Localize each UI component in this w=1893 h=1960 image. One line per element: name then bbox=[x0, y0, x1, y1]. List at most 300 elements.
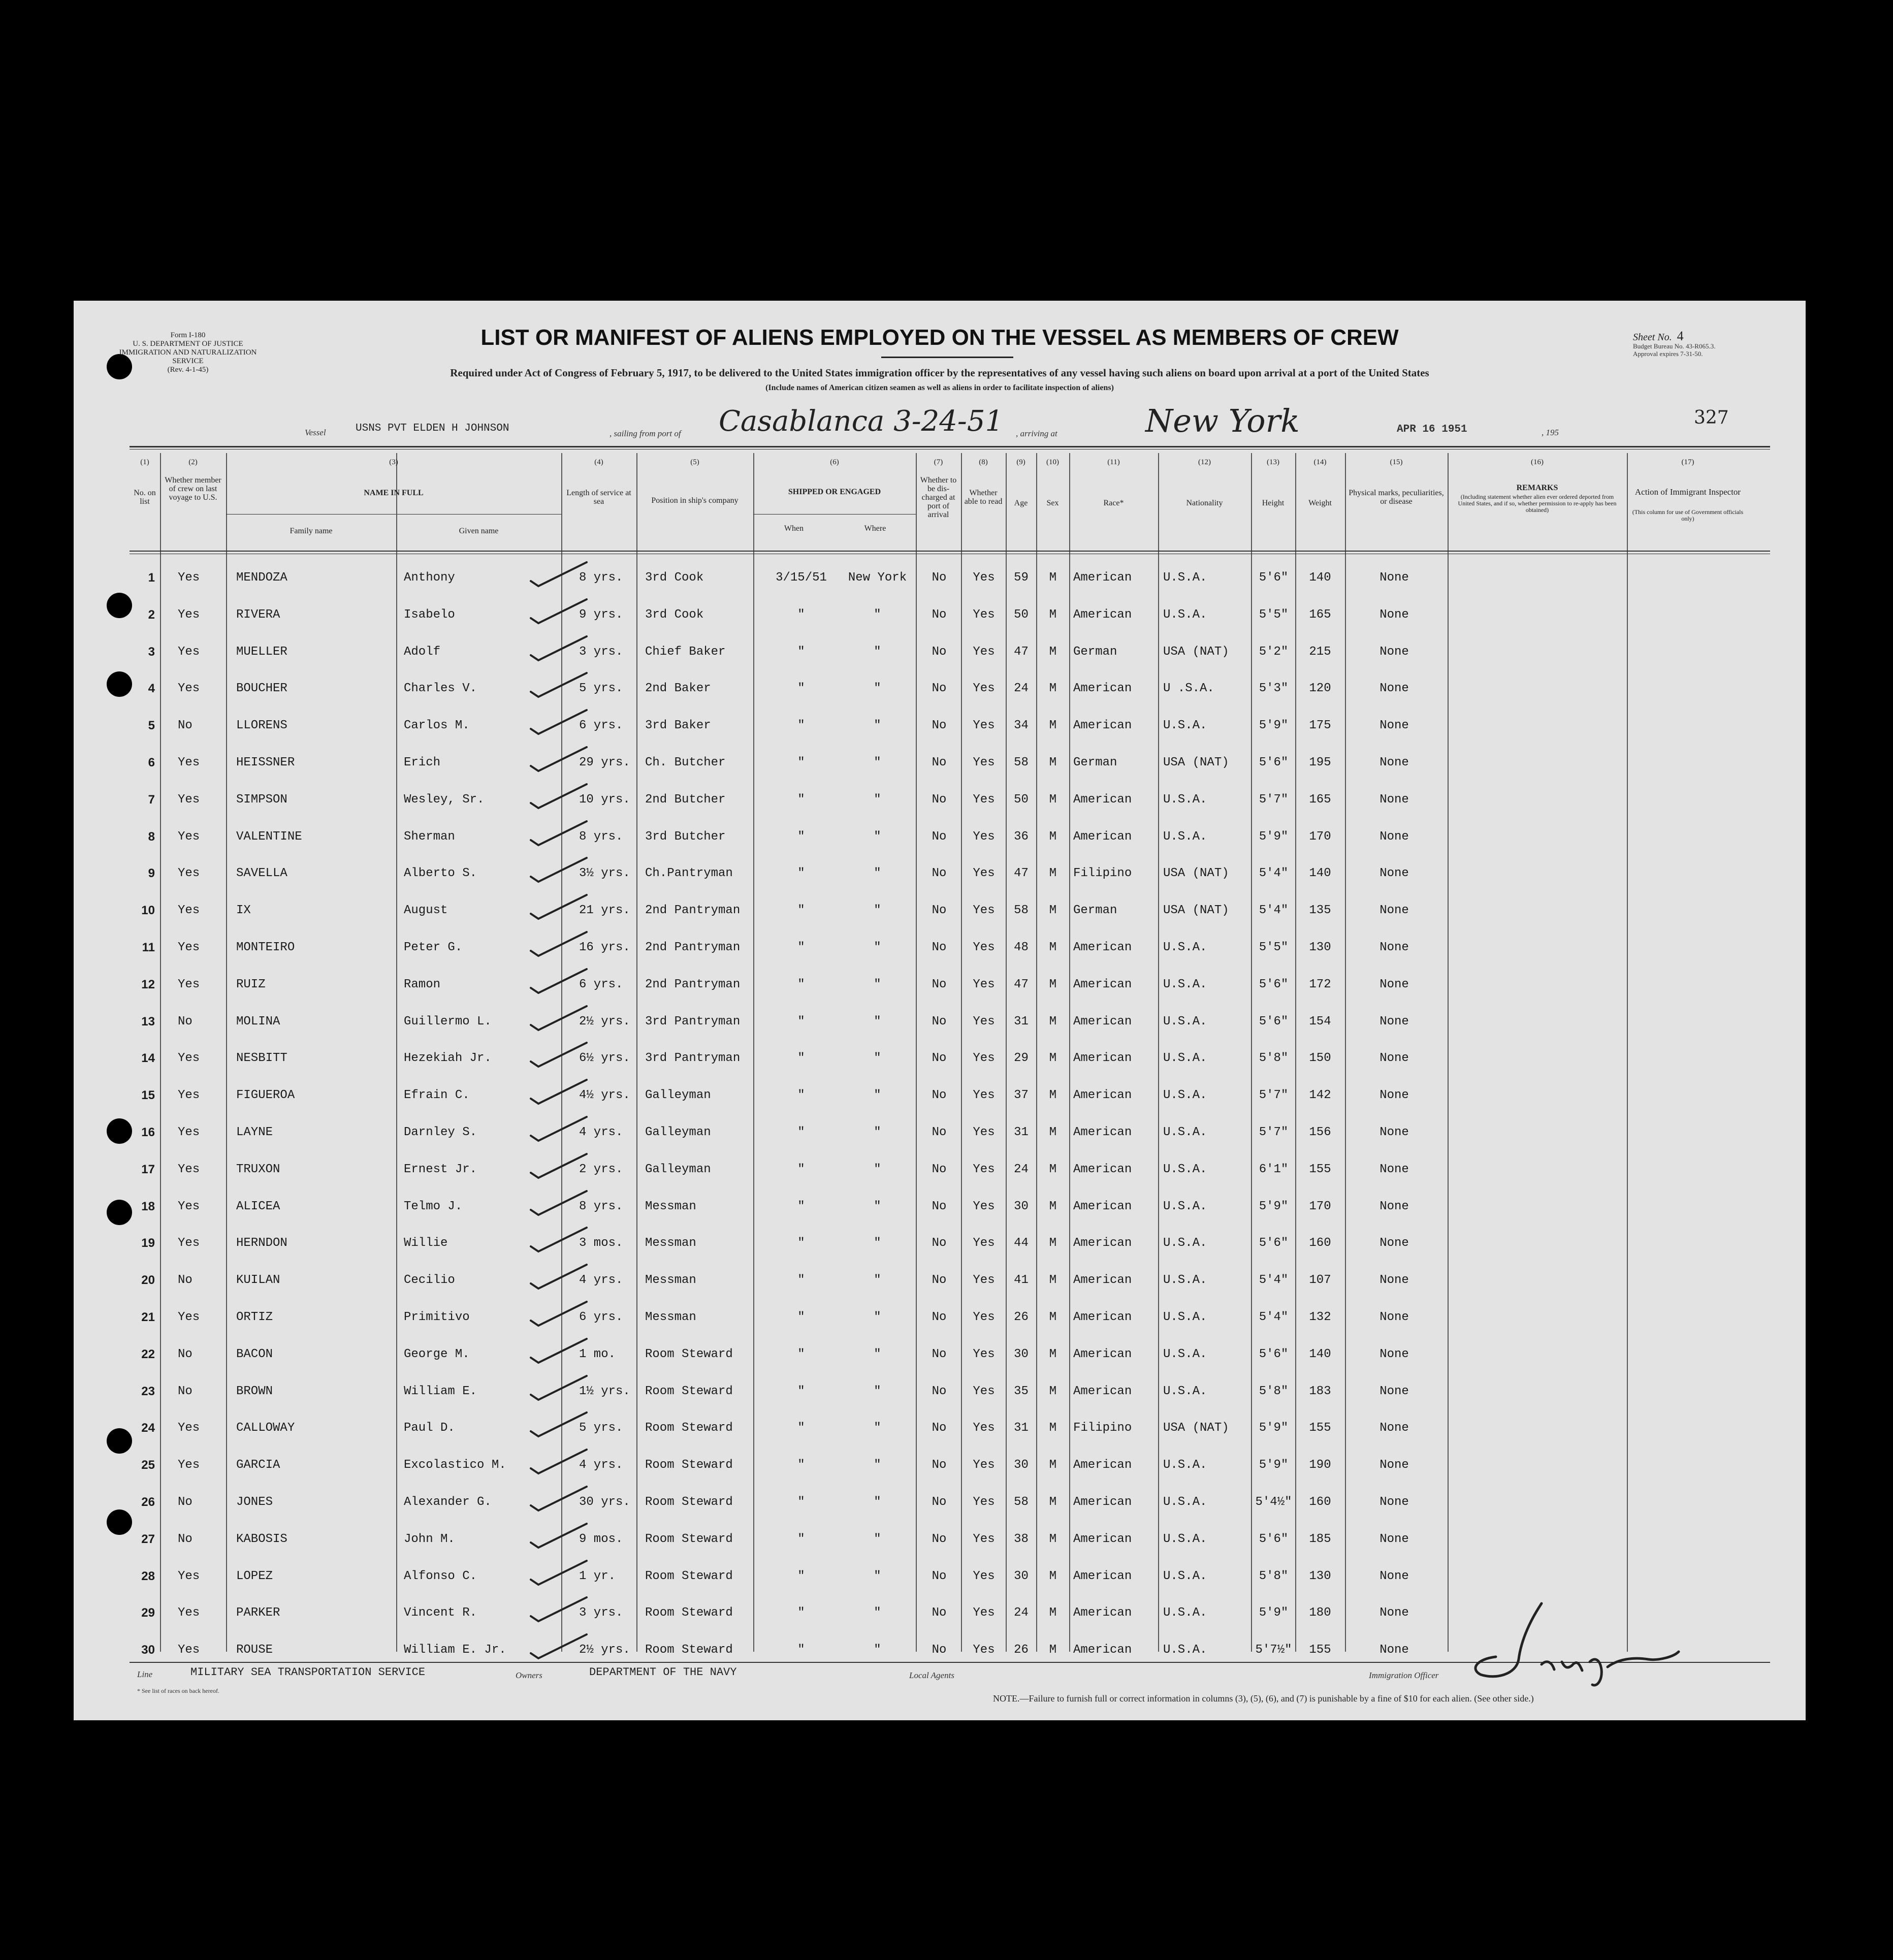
cell-race: Filipino bbox=[1073, 866, 1132, 880]
cell-sex: M bbox=[1049, 1200, 1057, 1213]
check-mark-icon bbox=[521, 854, 597, 884]
cell-weight: 156 bbox=[1309, 1126, 1331, 1139]
col-number-11: (11) bbox=[1107, 458, 1120, 466]
col-number-14: (14) bbox=[1313, 458, 1327, 466]
col-header-remarks-note: (Including statement whether alien ever ordered deported from United States, and if so, whether permission to re-apply has been obtained) bbox=[1458, 493, 1617, 513]
cell-able-to-read: Yes bbox=[973, 1088, 995, 1102]
cell-able-to-read: Yes bbox=[973, 645, 995, 659]
cell-service-length: 3 mos. bbox=[579, 1236, 623, 1250]
cell-height: 5'2" bbox=[1259, 645, 1289, 659]
check-mark-icon bbox=[521, 558, 597, 589]
cell-service-length: 29 yrs. bbox=[579, 756, 630, 769]
cell-weight: 215 bbox=[1309, 645, 1331, 659]
required-statement: Required under Act of Congress of February 5, 1917, to be delivered to the United States immigration officer by the representatives of any vessel having such aliens on board upon arrival at a port of the United States bbox=[450, 367, 1429, 379]
cell-able-to-read: Yes bbox=[973, 978, 995, 991]
cell-sex: M bbox=[1049, 1088, 1057, 1102]
cell-family-name: LAYNE bbox=[236, 1126, 273, 1139]
cell-weight: 175 bbox=[1309, 719, 1331, 732]
cell-service-length: 4 yrs. bbox=[579, 1458, 623, 1472]
cell-shipped-when: " bbox=[797, 1385, 805, 1398]
cell-age: 26 bbox=[1014, 1643, 1029, 1657]
cell-family-name: LLORENS bbox=[236, 719, 287, 732]
check-mark-icon bbox=[521, 1076, 597, 1106]
col-header-physical-marks: Physical marks, peculiarities, or disease bbox=[1349, 489, 1444, 506]
owners-label: Owners bbox=[516, 1670, 542, 1680]
cell-prev-voyage: Yes bbox=[178, 1088, 200, 1102]
cell-service-length: 8 yrs. bbox=[579, 830, 623, 844]
cell-position: Chief Baker bbox=[645, 645, 726, 659]
cell-able-to-read: Yes bbox=[973, 1273, 995, 1287]
row-number: 14 bbox=[141, 1051, 155, 1065]
page-number: 327 bbox=[1694, 407, 1729, 428]
check-mark-icon bbox=[521, 669, 597, 699]
cell-able-to-read: Yes bbox=[973, 1015, 995, 1029]
cell-prev-voyage: Yes bbox=[178, 1458, 200, 1472]
cell-sex: M bbox=[1049, 645, 1057, 659]
cell-shipped-where: " bbox=[874, 682, 881, 695]
cell-shipped-where: " bbox=[874, 1200, 881, 1213]
cell-nationality: U.S.A. bbox=[1163, 1273, 1207, 1287]
cell-physical-marks: None bbox=[1379, 830, 1409, 844]
cell-position: Room Steward bbox=[645, 1347, 733, 1361]
cell-age: 44 bbox=[1014, 1236, 1029, 1250]
cell-shipped-when: " bbox=[797, 866, 805, 880]
cell-shipped-where: " bbox=[874, 1163, 881, 1176]
col-number-7: (7) bbox=[934, 458, 943, 466]
cell-race: American bbox=[1073, 1532, 1132, 1546]
cell-family-name: VALENTINE bbox=[236, 830, 302, 844]
cell-nationality: U.S.A. bbox=[1163, 1347, 1207, 1361]
cell-service-length: 5 yrs. bbox=[579, 682, 623, 695]
cell-shipped-when: " bbox=[797, 904, 805, 917]
cell-family-name: SAVELLA bbox=[236, 866, 287, 880]
col-divider bbox=[916, 453, 917, 1652]
cell-physical-marks: None bbox=[1379, 682, 1409, 695]
cell-nationality: U.S.A. bbox=[1163, 1458, 1207, 1472]
cell-nationality: U.S.A. bbox=[1163, 1643, 1207, 1657]
cell-family-name: NESBITT bbox=[236, 1051, 287, 1065]
cell-family-name: HERNDON bbox=[236, 1236, 287, 1250]
cell-family-name: CALLOWAY bbox=[236, 1421, 295, 1435]
cell-given-name: Telmo J. bbox=[404, 1200, 463, 1213]
cell-age: 36 bbox=[1014, 830, 1029, 844]
cell-discharged: No bbox=[932, 1051, 947, 1065]
cell-age: 37 bbox=[1014, 1088, 1029, 1102]
cell-position: Messman bbox=[645, 1236, 696, 1250]
cell-height: 5'6" bbox=[1259, 1347, 1289, 1361]
cell-given-name: Ramon bbox=[404, 978, 441, 991]
cell-height: 5'5" bbox=[1259, 608, 1289, 622]
cell-given-name: George M. bbox=[404, 1347, 470, 1361]
cell-physical-marks: None bbox=[1379, 1236, 1409, 1250]
cell-prev-voyage: Yes bbox=[178, 830, 200, 844]
cell-sex: M bbox=[1049, 1421, 1057, 1435]
cell-race: German bbox=[1073, 645, 1117, 659]
col-divider bbox=[1345, 453, 1346, 1652]
cell-weight: 135 bbox=[1309, 904, 1331, 917]
cell-prev-voyage: Yes bbox=[178, 608, 200, 622]
cell-shipped-where: " bbox=[874, 1606, 881, 1620]
cell-weight: 140 bbox=[1309, 866, 1331, 880]
check-mark-icon bbox=[521, 1593, 597, 1624]
agents-label: Local Agents bbox=[909, 1670, 954, 1680]
cell-family-name: BOUCHER bbox=[236, 682, 287, 695]
cell-age: 58 bbox=[1014, 904, 1029, 917]
cell-service-length: 10 yrs. bbox=[579, 793, 630, 807]
cell-prev-voyage: Yes bbox=[178, 1200, 200, 1213]
cell-shipped-where: " bbox=[874, 645, 881, 659]
cell-given-name: Efrain C. bbox=[404, 1088, 470, 1102]
cell-able-to-read: Yes bbox=[973, 1495, 995, 1509]
cell-shipped-where: " bbox=[874, 793, 881, 807]
cell-physical-marks: None bbox=[1379, 978, 1409, 991]
row-number: 23 bbox=[141, 1385, 155, 1398]
col-header-shipped: SHIPPED OR ENGAGED bbox=[788, 488, 881, 496]
cell-shipped-where: " bbox=[874, 1643, 881, 1657]
cell-race: American bbox=[1073, 1126, 1132, 1139]
cell-able-to-read: Yes bbox=[973, 1051, 995, 1065]
cell-height: 5'4" bbox=[1259, 1310, 1289, 1324]
check-mark-icon bbox=[521, 891, 597, 921]
header-bottom-rule bbox=[130, 551, 1770, 552]
row-number: 28 bbox=[141, 1569, 155, 1583]
row-number: 16 bbox=[141, 1126, 155, 1139]
cell-family-name: MONTEIRO bbox=[236, 941, 295, 954]
cell-given-name: Hezekiah Jr. bbox=[404, 1051, 492, 1065]
cell-nationality: U.S.A. bbox=[1163, 1236, 1207, 1250]
cell-sex: M bbox=[1049, 756, 1057, 769]
row-number: 25 bbox=[141, 1458, 155, 1472]
cell-age: 26 bbox=[1014, 1310, 1029, 1324]
manifest-sheet bbox=[74, 301, 1806, 1720]
sheet-number: Sheet No. 4 bbox=[1633, 329, 1684, 343]
cell-physical-marks: None bbox=[1379, 1200, 1409, 1213]
cell-physical-marks: None bbox=[1379, 1088, 1409, 1102]
cell-nationality: U.S.A. bbox=[1163, 978, 1207, 991]
cell-race: American bbox=[1073, 793, 1132, 807]
cell-physical-marks: None bbox=[1379, 645, 1409, 659]
cell-height: 5'6" bbox=[1259, 1532, 1289, 1546]
cell-physical-marks: None bbox=[1379, 1310, 1409, 1324]
cell-able-to-read: Yes bbox=[973, 1643, 995, 1657]
col-header-race: Race* bbox=[1103, 499, 1124, 507]
cell-shipped-where: " bbox=[874, 1088, 881, 1102]
cell-service-length: 2½ yrs. bbox=[579, 1015, 630, 1029]
cell-shipped-when: " bbox=[797, 830, 805, 844]
cell-family-name: HEISSNER bbox=[236, 756, 295, 769]
cell-sex: M bbox=[1049, 1015, 1057, 1029]
cell-physical-marks: None bbox=[1379, 1606, 1409, 1620]
cell-height: 5'9" bbox=[1259, 1458, 1289, 1472]
col-number-8: (8) bbox=[979, 458, 988, 466]
check-mark-icon bbox=[521, 1335, 597, 1365]
cell-race: American bbox=[1073, 1495, 1132, 1509]
cell-nationality: U.S.A. bbox=[1163, 1569, 1207, 1583]
cell-height: 5'4" bbox=[1259, 1273, 1289, 1287]
cell-position: 2nd Pantryman bbox=[645, 904, 741, 917]
cell-able-to-read: Yes bbox=[973, 904, 995, 917]
cell-discharged: No bbox=[932, 645, 947, 659]
cell-shipped-when: " bbox=[797, 1606, 805, 1620]
cell-discharged: No bbox=[932, 941, 947, 954]
cell-age: 59 bbox=[1014, 571, 1029, 585]
cell-able-to-read: Yes bbox=[973, 793, 995, 807]
cell-nationality: U.S.A. bbox=[1163, 1163, 1207, 1176]
cell-shipped-where: " bbox=[874, 1236, 881, 1250]
cell-shipped-where: " bbox=[874, 1310, 881, 1324]
cell-weight: 132 bbox=[1309, 1310, 1331, 1324]
cell-prev-voyage: Yes bbox=[178, 645, 200, 659]
cell-age: 31 bbox=[1014, 1015, 1029, 1029]
cell-service-length: 4 yrs. bbox=[579, 1126, 623, 1139]
cell-age: 31 bbox=[1014, 1421, 1029, 1435]
cell-physical-marks: None bbox=[1379, 1163, 1409, 1176]
cell-age: 48 bbox=[1014, 941, 1029, 954]
vessel-name: USNS PVT ELDEN H JOHNSON bbox=[356, 423, 509, 434]
cell-height: 5'7" bbox=[1259, 1088, 1289, 1102]
cell-sex: M bbox=[1049, 1458, 1057, 1472]
cell-discharged: No bbox=[932, 793, 947, 807]
cell-family-name: MOLINA bbox=[236, 1015, 280, 1029]
cell-given-name: Charles V. bbox=[404, 682, 477, 695]
cell-given-name: Alfonso C. bbox=[404, 1569, 477, 1583]
cell-race: American bbox=[1073, 1643, 1132, 1657]
cell-shipped-where: " bbox=[874, 1051, 881, 1065]
cell-race: American bbox=[1073, 1569, 1132, 1583]
check-mark-icon bbox=[521, 1557, 597, 1587]
cell-service-length: 6½ yrs. bbox=[579, 1051, 630, 1065]
col-divider bbox=[160, 453, 161, 1652]
cell-age: 31 bbox=[1014, 1126, 1029, 1139]
cell-physical-marks: None bbox=[1379, 1421, 1409, 1435]
cell-position: Messman bbox=[645, 1273, 696, 1287]
cell-able-to-read: Yes bbox=[973, 1310, 995, 1324]
col-header-inspector: Action of Immigrant Inspector bbox=[1634, 487, 1741, 497]
row-number: 4 bbox=[148, 682, 155, 695]
row-number: 2 bbox=[148, 608, 155, 622]
cell-physical-marks: None bbox=[1379, 1015, 1409, 1029]
cell-shipped-when: " bbox=[797, 1569, 805, 1583]
cell-weight: 172 bbox=[1309, 978, 1331, 991]
cell-age: 47 bbox=[1014, 866, 1029, 880]
check-mark-icon bbox=[521, 1372, 597, 1402]
cell-shipped-when: " bbox=[797, 941, 805, 954]
cell-shipped-when: " bbox=[797, 645, 805, 659]
cell-sex: M bbox=[1049, 1273, 1057, 1287]
cell-race: American bbox=[1073, 1015, 1132, 1029]
cell-service-length: 3 yrs. bbox=[579, 1606, 623, 1620]
cell-able-to-read: Yes bbox=[973, 1163, 995, 1176]
cell-shipped-where: " bbox=[874, 756, 881, 769]
cell-nationality: U.S.A. bbox=[1163, 830, 1207, 844]
col-divider bbox=[753, 453, 754, 1652]
col-number-17: (17) bbox=[1681, 458, 1694, 466]
cell-race: Filipino bbox=[1073, 1421, 1132, 1435]
cell-age: 47 bbox=[1014, 978, 1029, 991]
cell-position: 2nd Butcher bbox=[645, 793, 726, 807]
sailing-label: , sailing from port of bbox=[609, 429, 681, 438]
cell-weight: 140 bbox=[1309, 571, 1331, 585]
cell-discharged: No bbox=[932, 866, 947, 880]
cell-given-name: Willie bbox=[404, 1236, 448, 1250]
cell-shipped-when: 3/15/51 bbox=[776, 571, 827, 585]
cell-age: 58 bbox=[1014, 1495, 1029, 1509]
cell-able-to-read: Yes bbox=[973, 1347, 995, 1361]
cell-position: Room Steward bbox=[645, 1643, 733, 1657]
cell-age: 24 bbox=[1014, 682, 1029, 695]
cell-shipped-where: " bbox=[874, 978, 881, 991]
col-number-16: (16) bbox=[1531, 458, 1544, 466]
cell-able-to-read: Yes bbox=[973, 682, 995, 695]
cell-given-name: Paul D. bbox=[404, 1421, 455, 1435]
cell-sex: M bbox=[1049, 1310, 1057, 1324]
row-number: 15 bbox=[141, 1088, 155, 1102]
cell-height: 5'9" bbox=[1259, 1200, 1289, 1213]
cell-height: 5'4" bbox=[1259, 866, 1289, 880]
cell-discharged: No bbox=[932, 1569, 947, 1583]
check-mark-icon bbox=[521, 1520, 597, 1550]
cell-shipped-when: " bbox=[797, 1347, 805, 1361]
cell-able-to-read: Yes bbox=[973, 719, 995, 732]
cell-nationality: U.S.A. bbox=[1163, 793, 1207, 807]
cell-height: 5'3" bbox=[1259, 682, 1289, 695]
check-mark-icon bbox=[521, 1039, 597, 1069]
cell-position: Ch.Pantryman bbox=[645, 866, 733, 880]
col-header-age: Age bbox=[1014, 499, 1028, 507]
cell-nationality: USA (NAT) bbox=[1163, 756, 1229, 769]
cell-weight: 155 bbox=[1309, 1421, 1331, 1435]
col-number-10: (10) bbox=[1046, 458, 1059, 466]
cell-prev-voyage: No bbox=[178, 1015, 192, 1029]
cell-shipped-when: " bbox=[797, 756, 805, 769]
cell-position: 2nd Pantryman bbox=[645, 978, 741, 991]
cell-nationality: U.S.A. bbox=[1163, 1310, 1207, 1324]
cell-shipped-where: " bbox=[874, 1126, 881, 1139]
cell-nationality: U.S.A. bbox=[1163, 1385, 1207, 1398]
cell-shipped-when: " bbox=[797, 793, 805, 807]
cell-age: 30 bbox=[1014, 1458, 1029, 1472]
cell-shipped-where: " bbox=[874, 1458, 881, 1472]
cell-shipped-where: " bbox=[874, 1273, 881, 1287]
cell-discharged: No bbox=[932, 1347, 947, 1361]
row-number: 8 bbox=[148, 830, 155, 844]
cell-weight: 150 bbox=[1309, 1051, 1331, 1065]
cell-physical-marks: None bbox=[1379, 1495, 1409, 1509]
cell-shipped-where: " bbox=[874, 1015, 881, 1029]
cell-shipped-when: " bbox=[797, 608, 805, 622]
cell-weight: 155 bbox=[1309, 1163, 1331, 1176]
cell-nationality: USA (NAT) bbox=[1163, 904, 1229, 917]
cell-shipped-when: " bbox=[797, 1015, 805, 1029]
cell-family-name: KABOSIS bbox=[236, 1532, 287, 1546]
cell-family-name: RUIZ bbox=[236, 978, 266, 991]
cell-physical-marks: None bbox=[1379, 904, 1409, 917]
cell-age: 29 bbox=[1014, 1051, 1029, 1065]
cell-sex: M bbox=[1049, 1495, 1057, 1509]
col-header-no: No. on list bbox=[134, 489, 156, 506]
col-divider bbox=[396, 453, 397, 1652]
cell-physical-marks: None bbox=[1379, 719, 1409, 732]
cell-nationality: U.S.A. bbox=[1163, 1495, 1207, 1509]
check-mark-icon bbox=[521, 1261, 597, 1291]
cell-discharged: No bbox=[932, 756, 947, 769]
col-header-height: Height bbox=[1262, 499, 1285, 507]
cell-able-to-read: Yes bbox=[973, 1385, 995, 1398]
cell-nationality: U.S.A. bbox=[1163, 1126, 1207, 1139]
cell-position: Room Steward bbox=[645, 1458, 733, 1472]
cell-race: American bbox=[1073, 1385, 1132, 1398]
cell-family-name: KUILAN bbox=[236, 1273, 280, 1287]
cell-able-to-read: Yes bbox=[973, 1569, 995, 1583]
col-number-6: (6) bbox=[830, 458, 839, 466]
row-number: 30 bbox=[141, 1643, 155, 1657]
cell-age: 41 bbox=[1014, 1273, 1029, 1287]
cell-prev-voyage: Yes bbox=[178, 1236, 200, 1250]
cell-discharged: No bbox=[932, 1273, 947, 1287]
cell-service-length: 1 yr. bbox=[579, 1569, 616, 1583]
cell-sex: M bbox=[1049, 941, 1057, 954]
cell-position: 3rd Cook bbox=[645, 608, 704, 622]
cell-race: American bbox=[1073, 1458, 1132, 1472]
row-number: 20 bbox=[141, 1273, 155, 1287]
cell-weight: 185 bbox=[1309, 1532, 1331, 1546]
cell-discharged: No bbox=[932, 682, 947, 695]
cell-sex: M bbox=[1049, 571, 1057, 585]
cell-shipped-where: " bbox=[874, 830, 881, 844]
cell-able-to-read: Yes bbox=[973, 1458, 995, 1472]
cell-age: 38 bbox=[1014, 1532, 1029, 1546]
check-mark-icon bbox=[521, 1298, 597, 1328]
cell-race: American bbox=[1073, 1347, 1132, 1361]
cell-nationality: U.S.A. bbox=[1163, 941, 1207, 954]
cell-position: Room Steward bbox=[645, 1569, 733, 1583]
cell-physical-marks: None bbox=[1379, 1385, 1409, 1398]
cell-service-length: 3½ yrs. bbox=[579, 866, 630, 880]
cell-nationality: U.S.A. bbox=[1163, 1051, 1207, 1065]
cell-discharged: No bbox=[932, 608, 947, 622]
officer-label: Immigration Officer bbox=[1369, 1670, 1439, 1680]
check-mark-icon bbox=[521, 1224, 597, 1254]
col-number-1: (1) bbox=[140, 458, 149, 466]
cell-able-to-read: Yes bbox=[973, 941, 995, 954]
cell-position: Room Steward bbox=[645, 1495, 733, 1509]
cell-height: 5'8" bbox=[1259, 1569, 1289, 1583]
cell-able-to-read: Yes bbox=[973, 608, 995, 622]
cell-shipped-where: " bbox=[874, 1421, 881, 1435]
cell-able-to-read: Yes bbox=[973, 1532, 995, 1546]
cell-physical-marks: None bbox=[1379, 1532, 1409, 1546]
cell-weight: 183 bbox=[1309, 1385, 1331, 1398]
cell-prev-voyage: Yes bbox=[178, 1569, 200, 1583]
cell-position: Room Steward bbox=[645, 1385, 733, 1398]
cell-nationality: U.S.A. bbox=[1163, 1088, 1207, 1102]
cell-discharged: No bbox=[932, 830, 947, 844]
col-divider bbox=[1069, 453, 1070, 1652]
cell-sex: M bbox=[1049, 793, 1057, 807]
cell-sex: M bbox=[1049, 608, 1057, 622]
row-number: 19 bbox=[141, 1236, 155, 1250]
form-identifier: Form I-180 U. S. DEPARTMENT OF JUSTICE IMMIGRATION AND NATURALIZATION SERVICE (Rev. 4-1-45) bbox=[119, 331, 257, 374]
col-header-name: NAME IN FULL bbox=[364, 489, 424, 497]
cell-sex: M bbox=[1049, 719, 1057, 732]
col-header-read: Whether able to read bbox=[964, 489, 1003, 506]
sailing-port: Casablanca 3-24-51 bbox=[719, 405, 1004, 438]
check-mark-icon bbox=[521, 780, 597, 811]
cell-race: American bbox=[1073, 1051, 1132, 1065]
row-number: 27 bbox=[141, 1532, 155, 1546]
row-number: 6 bbox=[148, 756, 155, 769]
cell-physical-marks: None bbox=[1379, 1643, 1409, 1657]
